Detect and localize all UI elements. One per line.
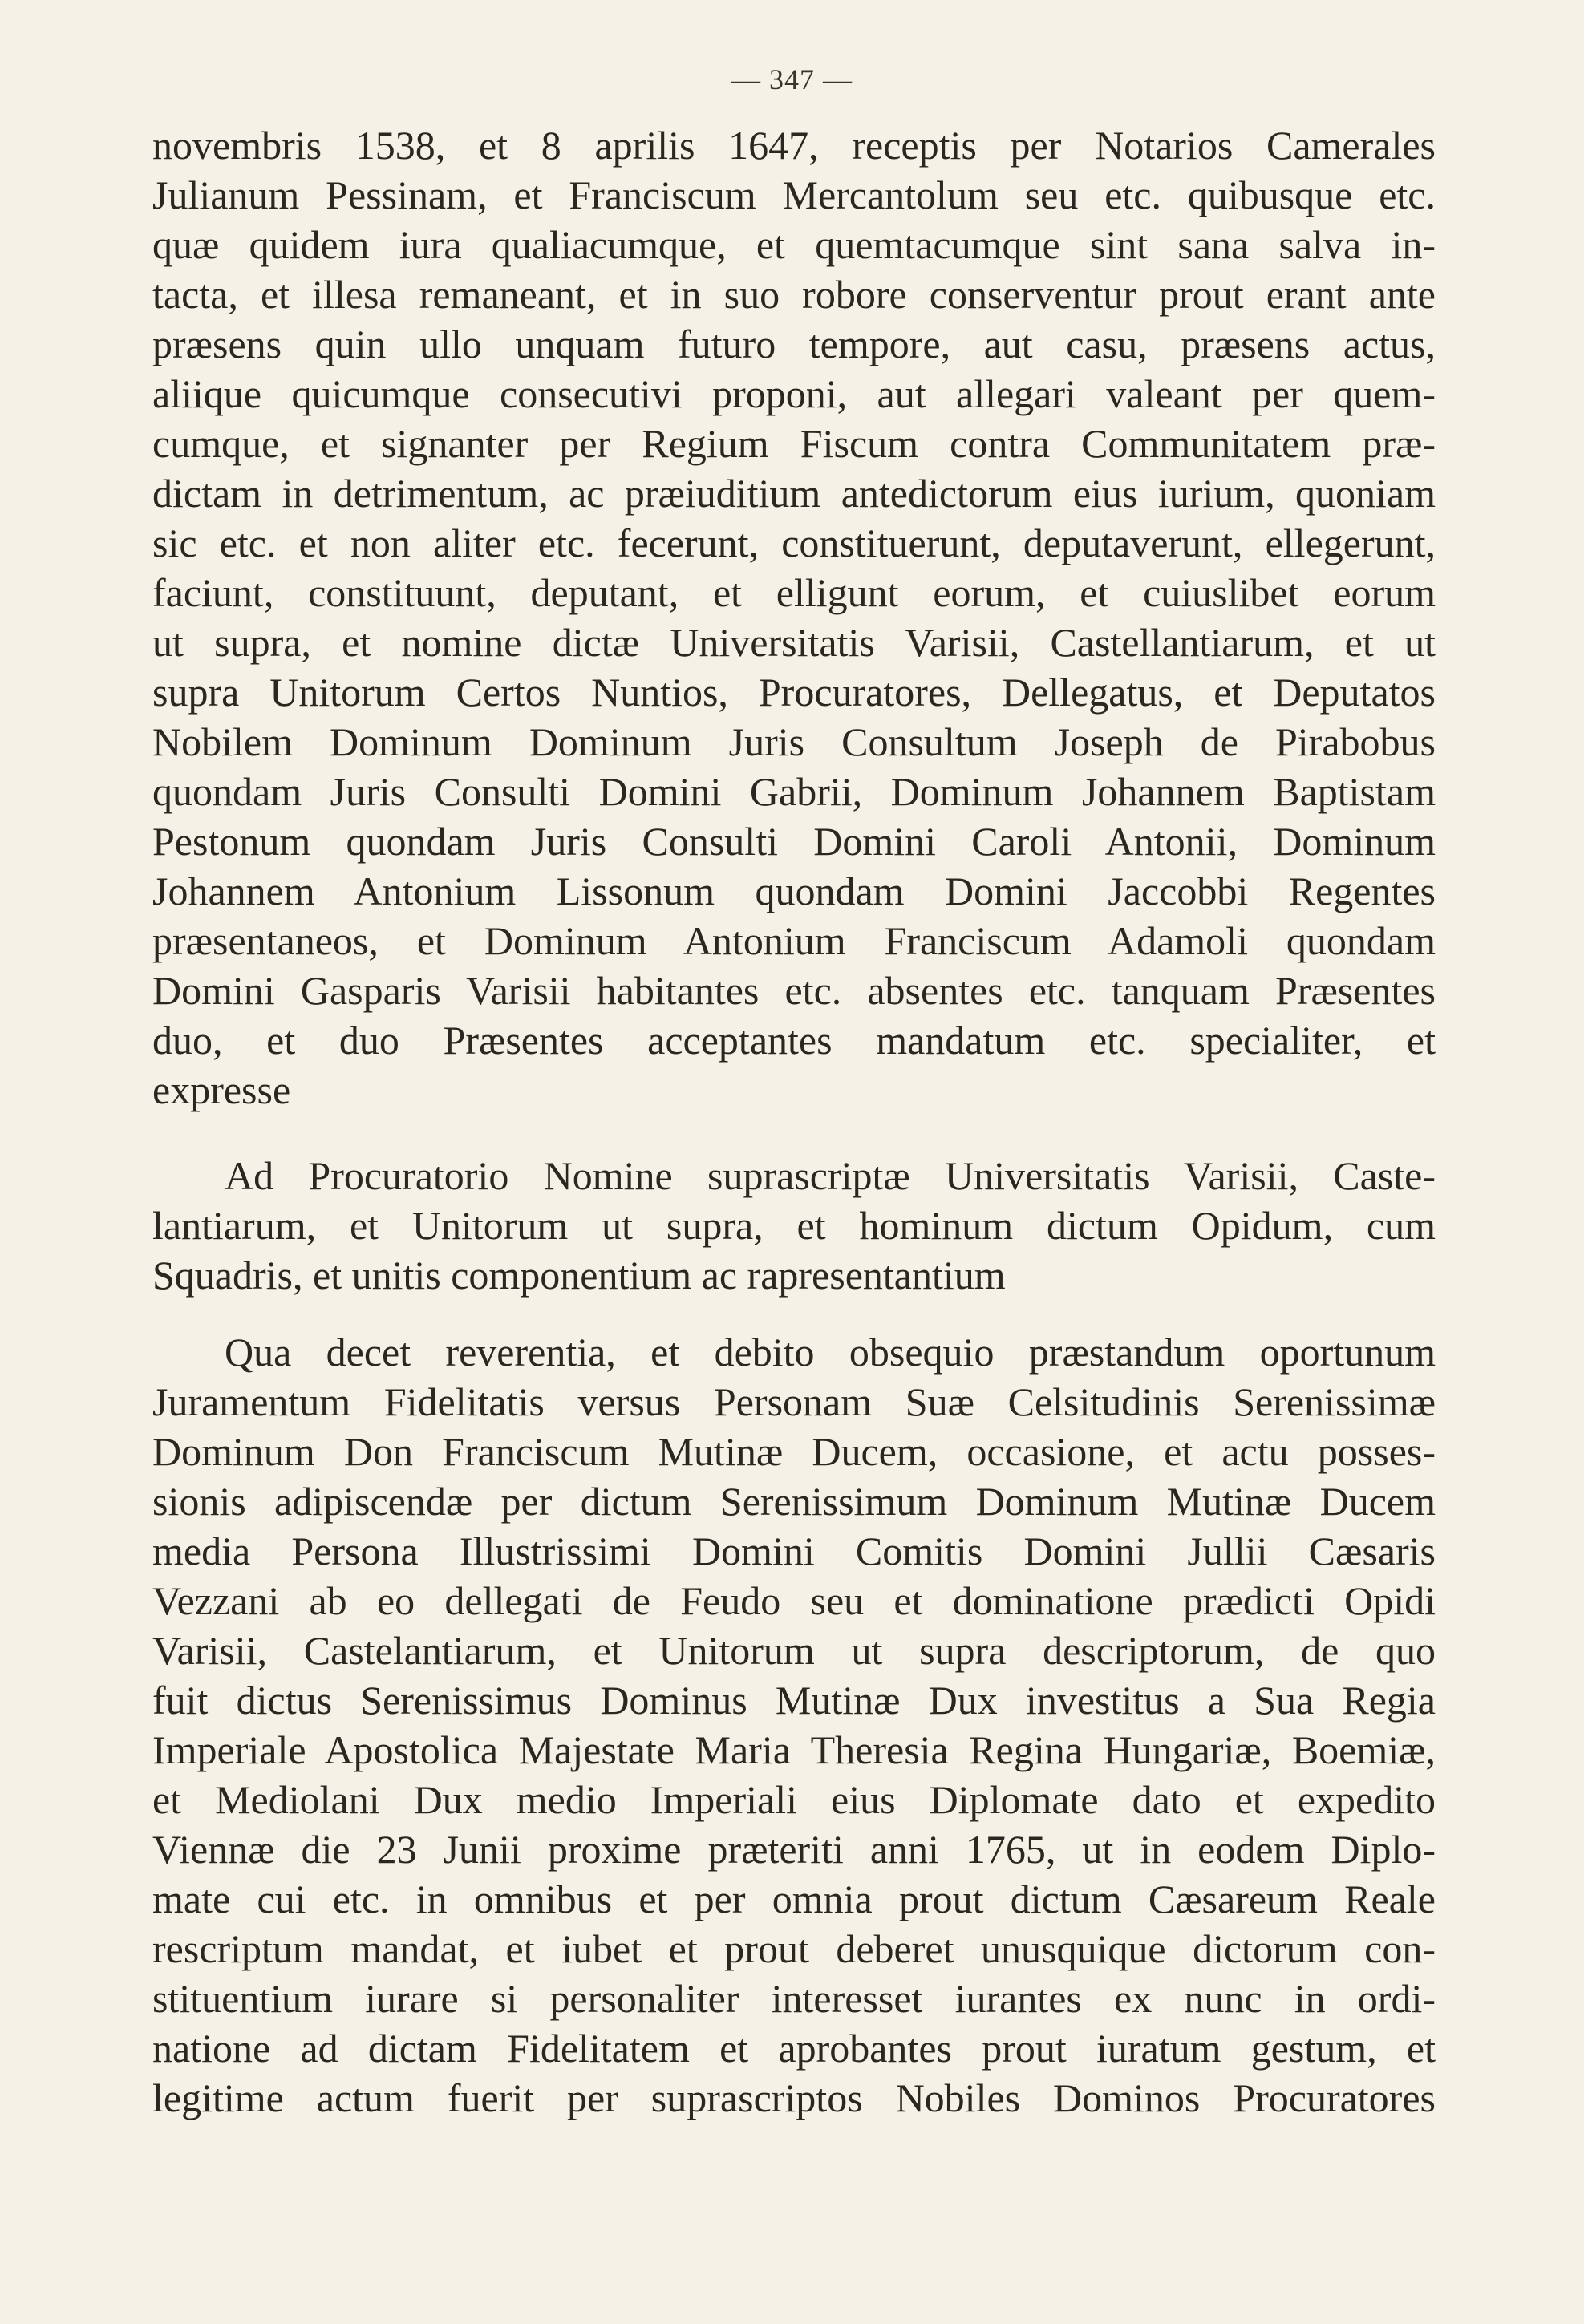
- text-line: fuit dictus Serenissimus Dominus Mutinæ Dux investitus a Sua Regia: [152, 1678, 1436, 1723]
- text-line: Varisii, Castelantiarum, et Unitorum ut supra descriptorum, de quo: [152, 1628, 1436, 1673]
- text-line: mate cui etc. in omnibus et per omnia prout dictum Cæsareum Reale: [152, 1877, 1436, 1921]
- text-line: Viennæ die 23 Junii proxime præteriti anni 1765, ut in eodem Diplo-: [152, 1827, 1436, 1872]
- text-line: legitime actum fuerit per suprascriptos Nobiles Dominos Procuratores: [152, 2075, 1436, 2120]
- text-line: supra Unitorum Certos Nuntios, Procuratores, Dellegatus, et Deputatos: [152, 670, 1436, 715]
- text-line: natione ad dictam Fidelitatem et aprobantes prout iuratum gestum, et: [152, 2026, 1436, 2071]
- text-line: Qua decet reverentia, et debito obsequio præstandum oportunum: [225, 1330, 1436, 1375]
- text-line: quondam Juris Consulti Domini Gabrii, Dominum Johannem Baptistam: [152, 769, 1436, 814]
- text-line: et Mediolani Dux medio Imperiali eius Diplomate dato et expedito: [152, 1777, 1436, 1822]
- text-line: stituentium iurare si personaliter interesset iurantes ex nunc in ordi-: [152, 1976, 1436, 2021]
- text-line: lantiarum, et Unitorum ut supra, et hominum dictum Opidum, cum: [152, 1203, 1436, 1248]
- text-line: Pestonum quondam Juris Consulti Domini Caroli Antonii, Dominum: [152, 819, 1436, 864]
- text-line: Johannem Antonium Lissonum quondam Domini Jaccobbi Regentes: [152, 868, 1436, 913]
- text-line: duo, et duo Præsentes acceptantes mandatum etc. specialiter, et: [152, 1018, 1436, 1063]
- text-line: Dominum Don Franciscum Mutinæ Ducem, occasione, et actu posses-: [152, 1429, 1436, 1474]
- paragraph-1: [152, 120, 1436, 1115]
- text-line: præsens quin ullo unquam futuro tempore, aut casu, præsens actus,: [152, 322, 1436, 366]
- text-line: faciunt, constituunt, deputant, et elligunt eorum, et cuiuslibet eorum: [152, 570, 1436, 615]
- text-line: sic etc. et non aliter etc. fecerunt, constituerunt, deputaverunt, ellegerunt,: [152, 520, 1436, 565]
- text-line: aliique quicumque consecutivi proponi, aut allegari valeant per quem-: [152, 371, 1436, 416]
- text-line: Domini Gasparis Varisii habitantes etc. absentes etc. tanquam Præsentes: [152, 968, 1436, 1013]
- text-line: sionis adipiscendæ per dictum Serenissimum Dominum Mutinæ Ducem: [152, 1479, 1436, 1524]
- text-line: expresse: [152, 1067, 291, 1112]
- text-line: Nobilem Dominum Dominum Juris Consultum Joseph de Pirabobus: [152, 719, 1436, 764]
- text-line: præsentaneos, et Dominum Antonium Franciscum Adamoli quondam: [152, 918, 1436, 963]
- text-line: Ad Procuratorio Nomine suprascriptæ Universitatis Varisii, Caste-: [225, 1153, 1436, 1198]
- text-line: ut supra, et nomine dictæ Universitatis Varisii, Castellantiarum, et ut: [152, 620, 1436, 665]
- text-line: dictam in detrimentum, ac præiuditium antedictorum eius iurium, quoniam: [152, 471, 1436, 516]
- paragraph-3: [152, 1327, 1436, 2123]
- text-line: Vezzani ab eo dellegati de Feudo seu et dominatione prædicti Opidi: [152, 1578, 1436, 1623]
- text-line: Imperiale Apostolica Majestate Maria Theresia Regina Hungariæ, Boemiæ,: [152, 1727, 1436, 1772]
- text-line: tacta, et illesa remaneant, et in suo robore conserventur prout erant ante: [152, 272, 1436, 317]
- text-line: rescriptum mandat, et iubet et prout deberet unusquique dictorum con-: [152, 1926, 1436, 1971]
- text-line: media Persona Illustrissimi Domini Comitis Domini Jullii Cæsaris: [152, 1528, 1436, 1573]
- text-line: Juramentum Fidelitatis versus Personam Suæ Celsitudinis Serenissimæ: [152, 1379, 1436, 1424]
- text-line: Julianum Pessinam, et Franciscum Mercantolum seu etc. quibusque etc.: [152, 172, 1436, 217]
- text-line: novembris 1538, et 8 aprilis 1647, receptis per Notarios Camerales: [152, 123, 1436, 168]
- paragraph-2: [152, 1151, 1436, 1300]
- text-line: cumque, et signanter per Regium Fiscum contra Communitatem præ-: [152, 421, 1436, 466]
- page-number: — 347 —: [731, 63, 853, 95]
- text-line: Squadris, et unitis componentium ac rapresentantium: [152, 1253, 1006, 1298]
- text-line: quæ quidem iura qualiacumque, et quemtacumque sint sana salva in-: [152, 222, 1436, 267]
